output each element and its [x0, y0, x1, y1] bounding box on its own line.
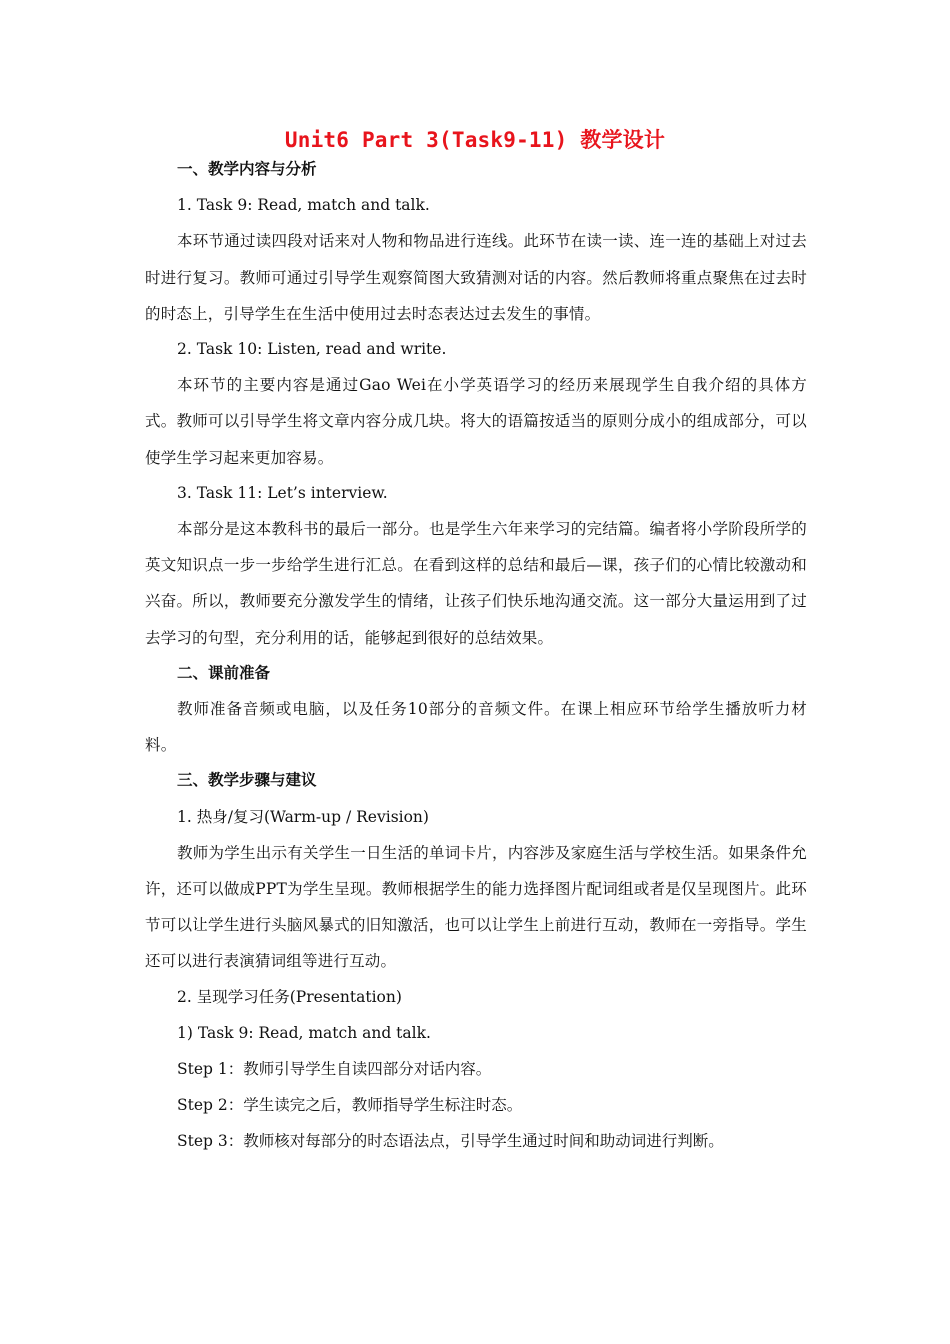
- section-heading-preparation: 二、课前准备: [177, 663, 271, 682]
- warmup-heading: 1. 热身/复习(Warm-up / Revision): [177, 807, 429, 826]
- step-2: Step 2：学生读完之后，教师指导学生标注时态。: [177, 1096, 523, 1115]
- preparation-paragraph: 教师准备音频或电脑，以及任务10部分的音频文件。在课上相应环节给学生播放听力材料。: [145, 699, 807, 755]
- task11-paragraph: 本部分是这本教科书的最后一部分。也是学生六年来学习的完结篇。编者将小学阶段所学的英文知识点一步一步给学生进行汇总。在看到这样的总结和最后—课，孩子们的心情比较激动和兴奋。所以，教师要充分激发学生的情绪，让孩子们快乐地沟通交流。这一部分大量运用到了过去学习的句型，充分利用的话，能够起到很好的总结效果。: [145, 519, 807, 647]
- presentation-subheading: 1) Task 9: Read, match and talk.: [177, 1023, 431, 1042]
- presentation-heading: 2. 呈现学习任务(Presentation): [177, 987, 402, 1006]
- warmup-paragraph: 教师为学生出示有关学生一日生活的单词卡片，内容涉及家庭生活与学校生活。如果条件允许，还可以做成PPT为学生呈现。教师根据学生的能力选择图片配词组或者是仅呈现图片。此环节可以让学生进行头脑风暴式的旧知激活，也可以让学生上前进行互动，教师在一旁指导。学生还可以进行表演猜词组等进行互动。: [145, 843, 807, 971]
- document-title: Unit6 Part 3(Task9-11) 教学设计: [284, 128, 666, 152]
- step-1: Step 1：教师引导学生自读四部分对话内容。: [177, 1059, 492, 1078]
- task9-heading: 1. Task 9: Read, match and talk.: [177, 196, 430, 215]
- section-heading-steps: 三、教学步骤与建议: [177, 771, 317, 790]
- task10-heading: 2. Task 10: Listen, read and write.: [177, 339, 447, 358]
- task11-heading: 3. Task 11: Let’s interview.: [177, 483, 388, 502]
- step-3: Step 3：教师核对每部分的时态语法点，引导学生通过时间和助动词进行判断。: [177, 1132, 724, 1151]
- task10-paragraph: 本环节的主要内容是通过Gao Wei在小学英语学习的经历来展现学生自我介绍的具体方式。教师可以引导学生将文章内容分成几块。将大的语篇按适当的原则分成小的组成部分，可以使学生学习起来更加容易。: [145, 376, 807, 467]
- section-heading-content-analysis: 一、教学内容与分析: [177, 160, 317, 178]
- task9-paragraph: 本环节通过读四段对话来对人物和物品进行连线。此环节在读一读、连一连的基础上对过去时进行复习。教师可通过引导学生观察简图大致猜测对话的内容。然后教师将重点聚焦在过去时的时态上，引导学生在生活中使用过去时态表达过去发生的事情。: [145, 232, 807, 323]
- document-body: [145, 160, 807, 1169]
